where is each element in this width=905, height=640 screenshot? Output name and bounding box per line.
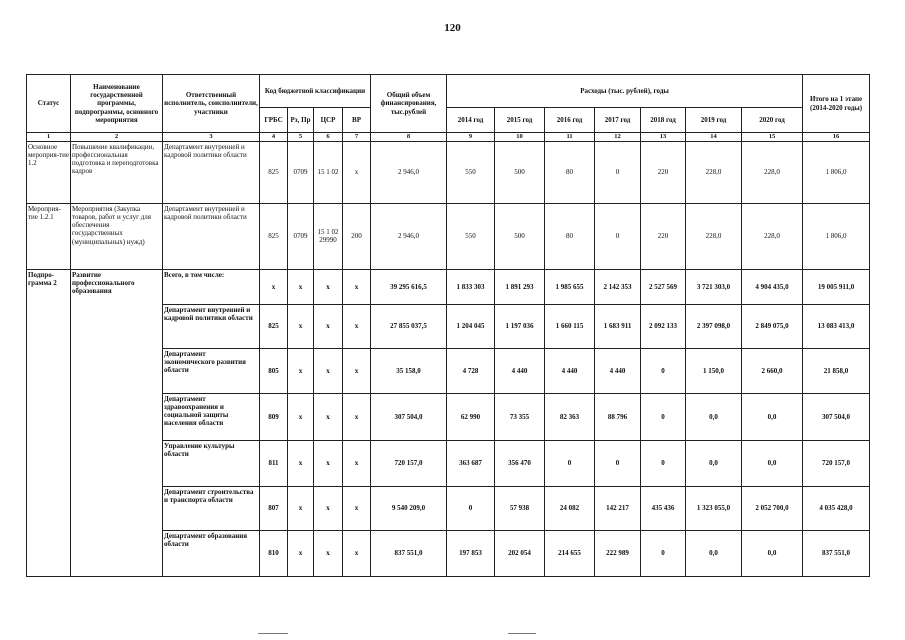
cell-stage-total: 837 551,0 <box>803 530 870 576</box>
header-code-grbs: ГРБС <box>260 108 288 133</box>
cell-2019: 0,0 <box>686 530 742 576</box>
column-number: 11 <box>545 133 595 142</box>
cell-2015: 356 470 <box>495 440 545 486</box>
cell-vr: х <box>343 440 371 486</box>
cell-stage-total: 4 035 428,0 <box>803 486 870 530</box>
cell-2015: 1 891 293 <box>495 269 545 304</box>
cell-stage-total: 19 005 911,0 <box>803 269 870 304</box>
cell-csr: х <box>314 393 343 440</box>
cell-2019: 3 721 303,0 <box>686 269 742 304</box>
cell-vr: х <box>343 530 371 576</box>
cell-vr: х <box>343 141 371 203</box>
header-program-name: Наименование государственной программы, подпрограммы, основного мероприятия <box>71 75 163 133</box>
cell-2016: 4 440 <box>545 348 595 393</box>
cell-csr: х <box>314 530 343 576</box>
cell-2019: 0,0 <box>686 393 742 440</box>
cell-2019: 1 323 055,0 <box>686 486 742 530</box>
cell-2020: 2 052 700,0 <box>742 486 803 530</box>
column-number: 5 <box>288 133 314 142</box>
cell-csr: х <box>314 269 343 304</box>
cell-2020: 2 660,0 <box>742 348 803 393</box>
cell-2017: 0 <box>595 440 641 486</box>
header-year: 2018 год <box>641 108 686 133</box>
row-responsible: Департамент внутренней и кадровой политики области <box>163 141 260 203</box>
cell-total: 2 946,0 <box>371 141 447 203</box>
cell-stage-total: 1 806,0 <box>803 203 870 269</box>
cell-2015: 1 197 036 <box>495 304 545 348</box>
cell-2018: 220 <box>641 141 686 203</box>
cell-rzpr: х <box>288 486 314 530</box>
page-number: 120 <box>444 22 461 34</box>
cell-grbs: 825 <box>260 203 288 269</box>
cell-2014: 62 990 <box>447 393 495 440</box>
cell-stage-total: 720 157,0 <box>803 440 870 486</box>
header-responsible: Ответственный исполнитель, соисполнители, участники <box>163 75 260 133</box>
column-number: 7 <box>343 133 371 142</box>
cell-2014: 550 <box>447 203 495 269</box>
cell-2020: 0,0 <box>742 393 803 440</box>
header-year: 2016 год <box>545 108 595 133</box>
cell-2019: 2 397 098,0 <box>686 304 742 348</box>
cell-2018: 0 <box>641 440 686 486</box>
cell-rzpr: х <box>288 530 314 576</box>
cell-vr: х <box>343 304 371 348</box>
cell-2017: 1 683 911 <box>595 304 641 348</box>
column-number: 4 <box>260 133 288 142</box>
header-code-csr: ЦСР <box>314 108 343 133</box>
cell-2017: 142 217 <box>595 486 641 530</box>
cell-stage-total: 21 858,0 <box>803 348 870 393</box>
cell-2014: 550 <box>447 141 495 203</box>
cell-2015: 500 <box>495 141 545 203</box>
cell-2015: 4 440 <box>495 348 545 393</box>
cell-vr: х <box>343 486 371 530</box>
cell-2019: 0,0 <box>686 440 742 486</box>
cell-2019: 228,0 <box>686 141 742 203</box>
column-number: 3 <box>163 133 260 142</box>
cell-grbs: 825 <box>260 304 288 348</box>
page-break-mark <box>508 633 536 634</box>
cell-rzpr: 0709 <box>288 141 314 203</box>
column-number: 8 <box>371 133 447 142</box>
cell-rzpr: 0709 <box>288 203 314 269</box>
row-responsible: Всего, в том числе: <box>163 269 260 304</box>
row-name: Повышение квалификации, профессиональная подготовка и переподготовка кадров <box>71 141 163 203</box>
cell-2020: 228,0 <box>742 141 803 203</box>
header-year: 2017 год <box>595 108 641 133</box>
header-expenses: Расходы (тыс. рублей), годы <box>447 75 803 108</box>
cell-grbs: 811 <box>260 440 288 486</box>
cell-total: 837 551,0 <box>371 530 447 576</box>
cell-2014: 1 833 303 <box>447 269 495 304</box>
header-total-stage: Итого на 1 этапе (2014-2020 годы) <box>803 75 870 133</box>
header-year: 2020 год <box>742 108 803 133</box>
cell-2016: 24 082 <box>545 486 595 530</box>
column-number: 9 <box>447 133 495 142</box>
cell-2018: 0 <box>641 530 686 576</box>
cell-csr: х <box>314 304 343 348</box>
column-number: 2 <box>71 133 163 142</box>
cell-2017: 0 <box>595 203 641 269</box>
cell-2017: 222 989 <box>595 530 641 576</box>
cell-2016: 82 363 <box>545 393 595 440</box>
cell-rzpr: х <box>288 304 314 348</box>
cell-2018: 0 <box>641 393 686 440</box>
header-year: 2015 год <box>495 108 545 133</box>
cell-2014: 0 <box>447 486 495 530</box>
cell-grbs: х <box>260 269 288 304</box>
cell-csr: 15 1 02 29990 <box>314 203 343 269</box>
cell-csr: х <box>314 440 343 486</box>
header-year: 2019 год <box>686 108 742 133</box>
cell-stage-total: 307 504,0 <box>803 393 870 440</box>
cell-rzpr: х <box>288 440 314 486</box>
cell-total: 35 158,0 <box>371 348 447 393</box>
cell-rzpr: х <box>288 269 314 304</box>
cell-2018: 2 527 569 <box>641 269 686 304</box>
cell-vr: 200 <box>343 203 371 269</box>
cell-2014: 1 204 045 <box>447 304 495 348</box>
column-number: 1 <box>27 133 71 142</box>
cell-2014: 197 853 <box>447 530 495 576</box>
page-break-mark <box>258 633 288 634</box>
table-row-main-activity <box>27 141 870 203</box>
row-responsible: Департамент образования области <box>163 530 260 576</box>
cell-2015: 202 054 <box>495 530 545 576</box>
header-code-vr: ВР <box>343 108 371 133</box>
cell-stage-total: 13 083 413,0 <box>803 304 870 348</box>
cell-csr: х <box>314 348 343 393</box>
column-numbers-row <box>27 133 870 142</box>
row-responsible: Департамент строительства и транспорта области <box>163 486 260 530</box>
cell-total: 307 504,0 <box>371 393 447 440</box>
table-row-activity <box>27 203 870 269</box>
cell-2016: 1 660 115 <box>545 304 595 348</box>
cell-2017: 88 796 <box>595 393 641 440</box>
cell-total: 27 855 037,5 <box>371 304 447 348</box>
cell-csr: 15 1 02 <box>314 141 343 203</box>
cell-2016: 1 985 655 <box>545 269 595 304</box>
cell-total: 39 295 616,5 <box>371 269 447 304</box>
row-responsible: Департамент внутренней и кадровой политики области <box>163 203 260 269</box>
row-status: Основное мероприя-тие 1.2 <box>27 141 71 203</box>
column-number: 10 <box>495 133 545 142</box>
row-responsible: Управление культуры области <box>163 440 260 486</box>
cell-2017: 2 142 353 <box>595 269 641 304</box>
cell-2020: 0,0 <box>742 440 803 486</box>
column-number: 14 <box>686 133 742 142</box>
cell-2015: 73 355 <box>495 393 545 440</box>
cell-2020: 228,0 <box>742 203 803 269</box>
cell-2015: 57 938 <box>495 486 545 530</box>
header-year: 2014 год <box>447 108 495 133</box>
column-number: 15 <box>742 133 803 142</box>
cell-2019: 228,0 <box>686 203 742 269</box>
budget-table <box>26 74 870 577</box>
cell-total: 2 946,0 <box>371 203 447 269</box>
cell-rzpr: х <box>288 393 314 440</box>
cell-2016: 80 <box>545 203 595 269</box>
row-status: Подпро-грамма 2 <box>27 269 71 576</box>
row-responsible: Департамент внутренней и кадровой политики области <box>163 304 260 348</box>
cell-grbs: 810 <box>260 530 288 576</box>
column-number: 16 <box>803 133 870 142</box>
cell-vr: х <box>343 393 371 440</box>
column-number: 12 <box>595 133 641 142</box>
cell-2020: 4 904 435,0 <box>742 269 803 304</box>
header-budget-code: Код бюджетной классификации <box>260 75 371 108</box>
row-responsible: Департамент экономического развития области <box>163 348 260 393</box>
cell-rzpr: х <box>288 348 314 393</box>
cell-grbs: 807 <box>260 486 288 530</box>
cell-2015: 500 <box>495 203 545 269</box>
row-name: Мероприятия (Закупка товаров, работ и услуг для обеспечения государственных (муниципальных) нужд) <box>71 203 163 269</box>
cell-2019: 1 150,0 <box>686 348 742 393</box>
cell-2018: 2 092 133 <box>641 304 686 348</box>
cell-2020: 2 849 075,0 <box>742 304 803 348</box>
cell-2017: 0 <box>595 141 641 203</box>
cell-2016: 80 <box>545 141 595 203</box>
column-number: 6 <box>314 133 343 142</box>
cell-total: 9 540 209,0 <box>371 486 447 530</box>
table-row-subprogram-total <box>27 269 870 304</box>
row-name: Развитие профессионального образования <box>71 269 163 576</box>
cell-csr: х <box>314 486 343 530</box>
cell-grbs: 805 <box>260 348 288 393</box>
cell-2020: 0,0 <box>742 530 803 576</box>
header-total-volume: Общий объем финансирования, тыс.рублей <box>371 75 447 133</box>
cell-2018: 0 <box>641 348 686 393</box>
cell-2018: 220 <box>641 203 686 269</box>
cell-2017: 4 440 <box>595 348 641 393</box>
cell-2016: 0 <box>545 440 595 486</box>
header-status: Статус <box>27 75 71 133</box>
cell-2018: 435 436 <box>641 486 686 530</box>
cell-total: 720 157,0 <box>371 440 447 486</box>
cell-2014: 363 687 <box>447 440 495 486</box>
header-code-rzpr: Рз, Пр <box>288 108 314 133</box>
column-number: 13 <box>641 133 686 142</box>
cell-2016: 214 655 <box>545 530 595 576</box>
row-status: Мероприя-тие 1.2.1 <box>27 203 71 269</box>
cell-2014: 4 728 <box>447 348 495 393</box>
cell-vr: х <box>343 348 371 393</box>
row-responsible: Департамент здравоохранения и социальной защиты населения области <box>163 393 260 440</box>
cell-stage-total: 1 806,0 <box>803 141 870 203</box>
cell-grbs: 809 <box>260 393 288 440</box>
cell-grbs: 825 <box>260 141 288 203</box>
cell-vr: х <box>343 269 371 304</box>
